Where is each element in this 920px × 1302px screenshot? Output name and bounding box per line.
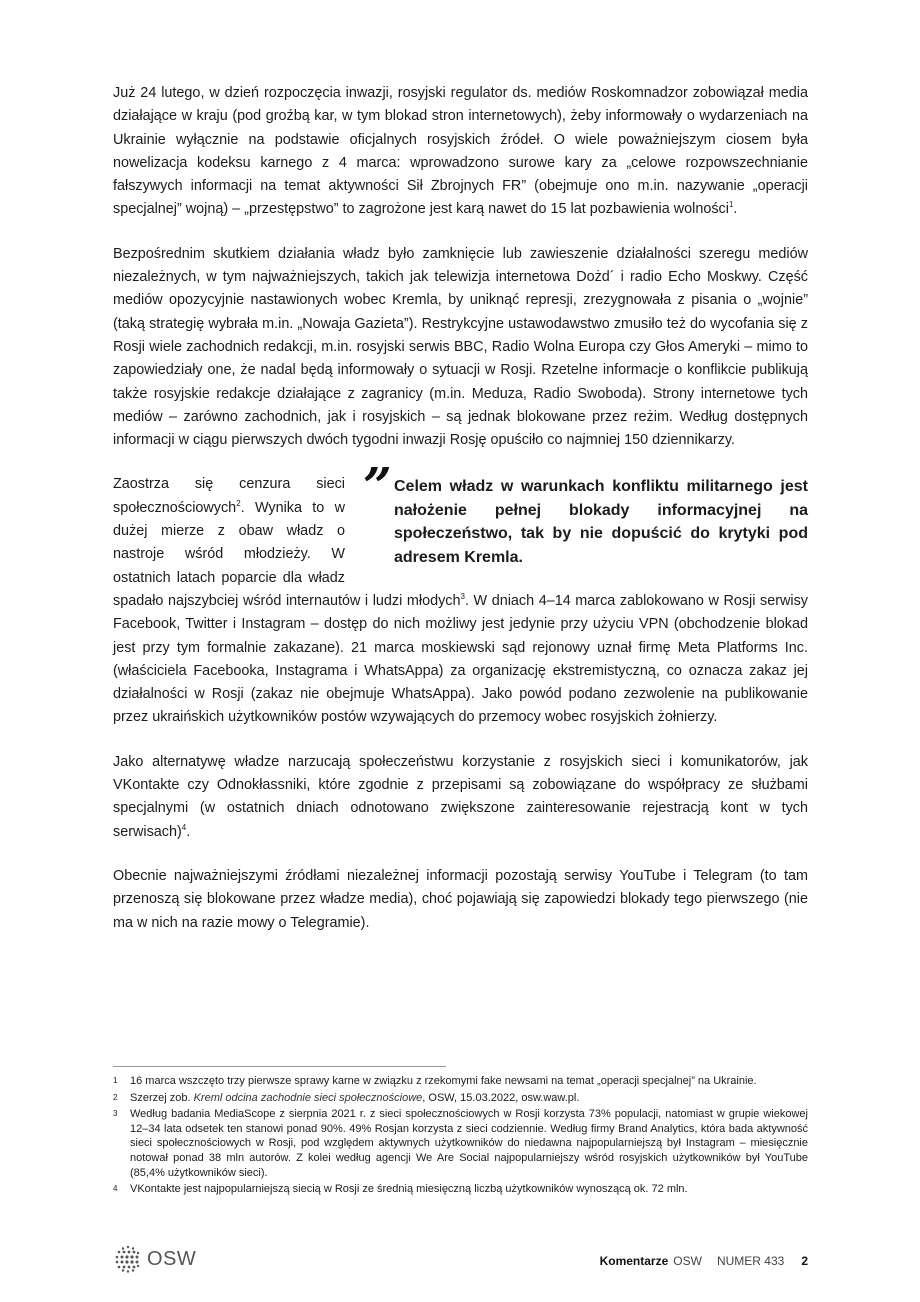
footnote-1: 1 16 marca wszczęto trzy pierwsze sprawy karne w związku z rzekomymi fake newsami na temat „operacji specjalnej” na Ukrainie. (113, 1075, 757, 1087)
footnote-2: 2 Szerzej zob. Kreml odcina zachodnie sieci społecznościowe, OSW, 15.03.2022, osw.waw.pl. (113, 1091, 580, 1104)
footnotes (113, 1066, 808, 1199)
footnote-ref-2[interactable]: 2 (236, 498, 241, 508)
osw-logo-text: OSW (147, 1247, 197, 1270)
footnote-4: 4 VKontakte jest najpopularniejszą siecią w Rosji ze średnią miesięczną liczbą użytkowników wynoszącą ok. 72 mln. (113, 1183, 688, 1196)
pull-quote-text: Celem władz w warunkach konfliktu militarnego jest nałożenie pełnej blokady informacyjnej na społeczeństwo, tak by nie dopuścić do krytyki pod adresem Kremla. (394, 478, 808, 566)
quote-mark-icon: ” (363, 456, 392, 516)
paragraph-2: Bezpośrednim skutkiem działania władz było zamknięcie lub zawieszenie działalności szeregu mediów niezależnych, w tym najważniejszych, takich jak telewizja internetowa Dożd´ i radio Echo Moskwy. Część mediów opozycyjnie nastawionych wobec Kremla, by uniknąć represji, zrezygnowała z pisania o „wojnie” (taką strategię wybrała m.in. „Nowaja Gazieta”). Restrykcyjne ustawodawstwo zmusiło też do wycofania się z Rosji wiele zachodnich redakcji, m.in. rosyjski serwis BBC, Radio Wolna Europa czy Głos Ameryki – mimo to zapowiedziały one, że nadal będą informowały o sytuacji w Rosji. Rzetelne informacje o konflikcie publikują także rosyjskie redakcje działające z zagranicy (m.in. Meduza, Radio Swoboda). Strony internetowe tych mediów – zarówno zachodnich, jak i rosyjskich – są jednak blokowane przez reżim. Według dostępnych informacji w ciągu pierwszych dwóch tygodni inwazji Rosję opuściło co najmniej 150 dziennikarzy. (113, 245, 808, 449)
page-number: 2 (801, 1254, 808, 1268)
paragraph-5: Obecnie najważniejszymi źródłami niezależnej informacji pozostają serwisy YouTube i Telegram (to tam przenoszą się blokowane przez władze media), choć pojawiają się zapowiedzi blokady tego pierwszego (nie ma w nich na razie mowy o Telegramie). (113, 867, 808, 931)
osw-dot-globe-icon (113, 1244, 143, 1274)
series-org: OSW (673, 1254, 702, 1268)
footnote-link-title[interactable]: Kreml odcina zachodnie sieci społecznościowe (193, 1091, 423, 1104)
osw-logo[interactable] (113, 1244, 196, 1274)
paragraph-4: Jako alternatywę władze narzucają społeczeństwu korzystanie z rosyjskich sieci i komunikatorów, jak VKontakte czy Odnokłassniki, które zgodnie z przepisami są zobowiązane do współpracy ze służbami specjalnymi (w ostatnich dniach odnotowano zwiększone zainteresowanie rejestracją kont w tych serwisach)$^4$. (113, 753, 808, 840)
footnote-divider (113, 1066, 446, 1067)
footnote-ref-3[interactable]: 3 (460, 592, 465, 602)
pull-quote (363, 456, 808, 569)
footnote-3: 3 Według badania MediaScope z sierpnia 2021 r. z sieci społecznościowych w Rosji korzysta 73% populacji, natomiast w grupie wiekowej 12–34 lata odsetek ten stanowi ponad 90%. 49% Rosjan korzysta z sieci codziennie. Według firmy Brand Analytics, która bada aktywność sieci społecznościowych w Rosji, pod względem aktywnych użytkowników do niedawna najpopularniejszą był Instagram – miesięcznie notował ponad 38 mln autorów. Z kolei według agencji We Are Social najpopularniejszy wśród rosyjskich użytkowników był YouTube (85,4% użytkowników sieci). (113, 1108, 808, 1179)
paragraph-3: ” Celem władz w warunkach konfliktu militarnego jest nałożenie pełnej blokady informacyjnej na społeczeństwo, tak by nie dopuścić do krytyki pod adresem Kremla. Zaostrza się cenzura sieci społecznościowych$^2$. Wynika to w dużej mierze z obaw władz o nastroje wśród młodzieży. W ostatnich latach poparcie dla władz spadało najszybciej wśród internautów i ludzi młodych$^3$. W dniach 4–14 marca zablokowano w Rosji serwisy Facebook, Twitter i Instagram – dostęp do nich możliwy jest jedynie przy użyciu VPN (obchodzenie blokad jest przy tym formalnie zakazane). 21 marca moskiewski sąd rejonowy uznał firmę Meta Platforms Inc. (właściciela Facebooka, Instagrama i WhatsAppa) za organizację ekstremistyczną, co oznacza zakaz jej działalności w Rosji (zakaz nie obejmuje WhatsAppa). Jako powód podano zezwolenie na publikowanie przez ukraińskich użytkowników postów wzywających do przemocy wobec rosyjskich żołnierzy. (113, 456, 808, 726)
page-footer (113, 1242, 808, 1276)
article-body (113, 82, 808, 956)
paragraph-1: Już 24 lutego, w dzień rozpoczęcia inwazji, rosyjski regulator ds. mediów Roskomnadzor zobowiązał media działające w kraju (pod groźbą kar, w tym blokad stron internetowych), żeby informowały o wydarzeniach na Ukrainie wyłącznie na podstawie oficjalnych rosyjskich źródeł. O wiele poważniejszym ciosem była nowelizacja kodeksu karnego z 4 marca: wprowadzono surowe kary za „celowe rozpowszechnianie fałszywych informacji na temat aktywności Sił Zbrojnych FR” (obejmuje ono m.in. nazywanie „operacji specjalnej” wojną) – „przestępstwo” to zagrożone jest karą nawet do 15 lat pozbawienia wolności$^1$. (113, 85, 808, 218)
footnote-ref-4[interactable]: 4 (181, 822, 187, 832)
footnote-ref-1[interactable]: 1 (728, 200, 734, 210)
footer-series-info (600, 1254, 808, 1268)
series-name: Komentarze (599, 1254, 669, 1268)
issue-number: NUMER 433 (716, 1254, 785, 1268)
